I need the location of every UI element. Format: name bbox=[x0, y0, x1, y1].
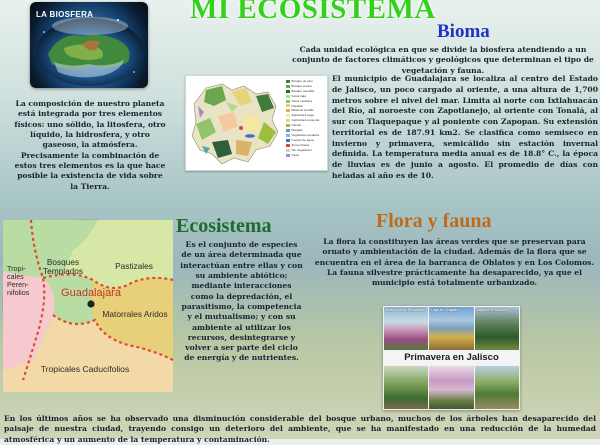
collage-photo-6 bbox=[475, 366, 519, 409]
bioma-body-text: El municipio de Guadalajara se localiza al centro del Estado de Jalisco, un poco cargado al oriente, a una altura de 1,700 metros sobre el nivel del mar. Limita al norte con Ixtlahuacán del Río, al noroeste con Zapotlanejo, al oriente con Tonalá, al sur con Tlaquepaque y al poniente con Zapopan. Su extensión territorial es de 187.91 km2. Se clasifica como semiseco en invierno y primavera, semicálido sin estación invernal definida. La temperatura media anual es de 18.8° C., la época de lluvias es de junio a agosto. El promedio de días con heladas al año es de 10. bbox=[332, 74, 598, 181]
fauna-paragraph: La fauna silvestre prácticamente ha desaparecido, ya que el municipio está totalmente urbanizado. bbox=[326, 267, 583, 288]
collage-photo-1 bbox=[384, 307, 428, 350]
ecosistema-heading: Ecosistema bbox=[176, 215, 272, 237]
collage-photo-3 bbox=[475, 307, 519, 350]
legend-swatch bbox=[286, 80, 290, 83]
planet-composition-text: La composición de nuestro planeta está integrada por tres elementos físicos: uno sólido, la litosfera, otro líquido, la hidrosfera, y otro gaseoso, la atmósfera. Precisamente la combinación de estos tres elementos es la que hace posible la existencia de vida sobre la Tierra. bbox=[14, 99, 166, 191]
legend-swatch bbox=[286, 154, 290, 157]
collage-photo-5 bbox=[429, 366, 474, 409]
legend-swatch bbox=[286, 129, 290, 132]
collage-photo-4 bbox=[384, 366, 428, 409]
map-legend-item bbox=[286, 153, 328, 158]
legend-swatch bbox=[286, 149, 290, 152]
legend-swatch bbox=[286, 114, 290, 117]
collage-photo-2 bbox=[429, 307, 474, 350]
map-legend bbox=[286, 79, 328, 158]
legend-label: Agricultura temporal bbox=[291, 118, 320, 123]
primavera-photo-collage bbox=[383, 306, 520, 410]
legend-label: Zona urbana bbox=[291, 142, 310, 147]
eco-label-bosques: Bosques Templados bbox=[42, 257, 84, 276]
biosphere-globe-image bbox=[30, 2, 148, 88]
flora-paragraph: La flora la constituyen las áreas verdes que se preservan para ornato y ambientación de la ciudad. Además de la flora que se encuentra en el área de la barranca de Oblatos y en Los Colomos. bbox=[314, 237, 595, 267]
legend-swatch bbox=[286, 100, 290, 103]
legend-label: Otros bbox=[291, 152, 300, 157]
flora-fauna-heading: Flora y fauna bbox=[376, 210, 492, 232]
legend-swatch bbox=[286, 90, 290, 93]
legend-swatch bbox=[286, 144, 290, 147]
collage-caption-2: Lago de Chapala bbox=[431, 308, 459, 312]
bioma-heading: Bioma bbox=[437, 21, 490, 42]
collage-caption-3: Laguna de Sayula bbox=[477, 308, 506, 312]
page-title: MI ECOSISTEMA bbox=[190, 0, 436, 25]
eco-label-matorrales: Matorrales Aridos bbox=[102, 309, 168, 319]
legend-label: Vegetación acuática bbox=[291, 132, 320, 137]
flora-fauna-text bbox=[312, 237, 597, 289]
legend-label: Selva mediana bbox=[291, 98, 312, 103]
eco-label-tropicales-perennifolios: Tropi-cales Peren-nifolios bbox=[7, 264, 30, 297]
urban-forest-footer-text: En los últimos años se ha observado una disminución considerable del bosque urbano, muchos de los árboles han desaparecido del paisaje de nuestra ciudad, trayendo consigo un deterioro del ambiente, que se ha manifestado en una reducción de la humedad atmosférica y un aumento de la temperatura y contaminación. bbox=[4, 414, 596, 444]
bioma-intro-text: Cada unidad ecológica en que se divide la biosfera atendiendo a un conjunto de factores climáticos y geológicos que determinan el tipo de vegetación y fauna. bbox=[292, 45, 594, 75]
ecosistema-text: Es el conjunto de especies de un área determinada que interactúan entre ellas y con su ambiente abiótico; mediante interacciones como la depredación, el parasitismo, la competencia y el mutualismo; y con su ambiente al utilizar los recursos, desintegrarse y volver a ser parte del ciclo de energía y de nutrientes. bbox=[180, 240, 303, 363]
legend-label: Pastizal bbox=[291, 103, 303, 108]
legend-label: Agricultura riego bbox=[291, 113, 315, 118]
legend-swatch bbox=[286, 95, 290, 98]
legend-swatch bbox=[286, 139, 290, 142]
legend-swatch bbox=[286, 124, 290, 127]
legend-swatch bbox=[286, 104, 290, 107]
legend-label: Sin vegetación bbox=[291, 147, 312, 152]
eco-label-pastizales: Pastizales bbox=[115, 261, 153, 271]
collage-title: Primavera en Jalisco bbox=[383, 351, 520, 365]
globe-label: LA BIOSFERA bbox=[36, 10, 94, 19]
legend-label: Palmar bbox=[291, 123, 302, 128]
jalisco-vegetation-map bbox=[185, 75, 328, 171]
collage-caption-1: Bosque de la Primavera bbox=[386, 308, 425, 312]
legend-label: Bosque de pino bbox=[291, 79, 314, 83]
legend-swatch bbox=[286, 119, 290, 122]
eco-label-caducifolios: Tropicales Caducifolios bbox=[40, 364, 130, 374]
legend-label: Manglar bbox=[291, 128, 303, 133]
legend-label: Bosque mesófilo bbox=[291, 88, 315, 93]
eco-label-guadalajara: Guadalajara bbox=[61, 287, 121, 299]
jalisco-map-shape bbox=[186, 76, 286, 170]
legend-label: Selva baja bbox=[291, 93, 306, 98]
legend-swatch bbox=[286, 134, 290, 137]
legend-label: Matorral xerófilo bbox=[291, 108, 314, 113]
ecosystem-regions-map bbox=[2, 219, 172, 391]
legend-label: Bosque encino bbox=[291, 83, 312, 88]
legend-swatch bbox=[286, 85, 290, 88]
legend-label: Cuerpo de agua bbox=[291, 137, 314, 142]
legend-swatch bbox=[286, 109, 290, 112]
